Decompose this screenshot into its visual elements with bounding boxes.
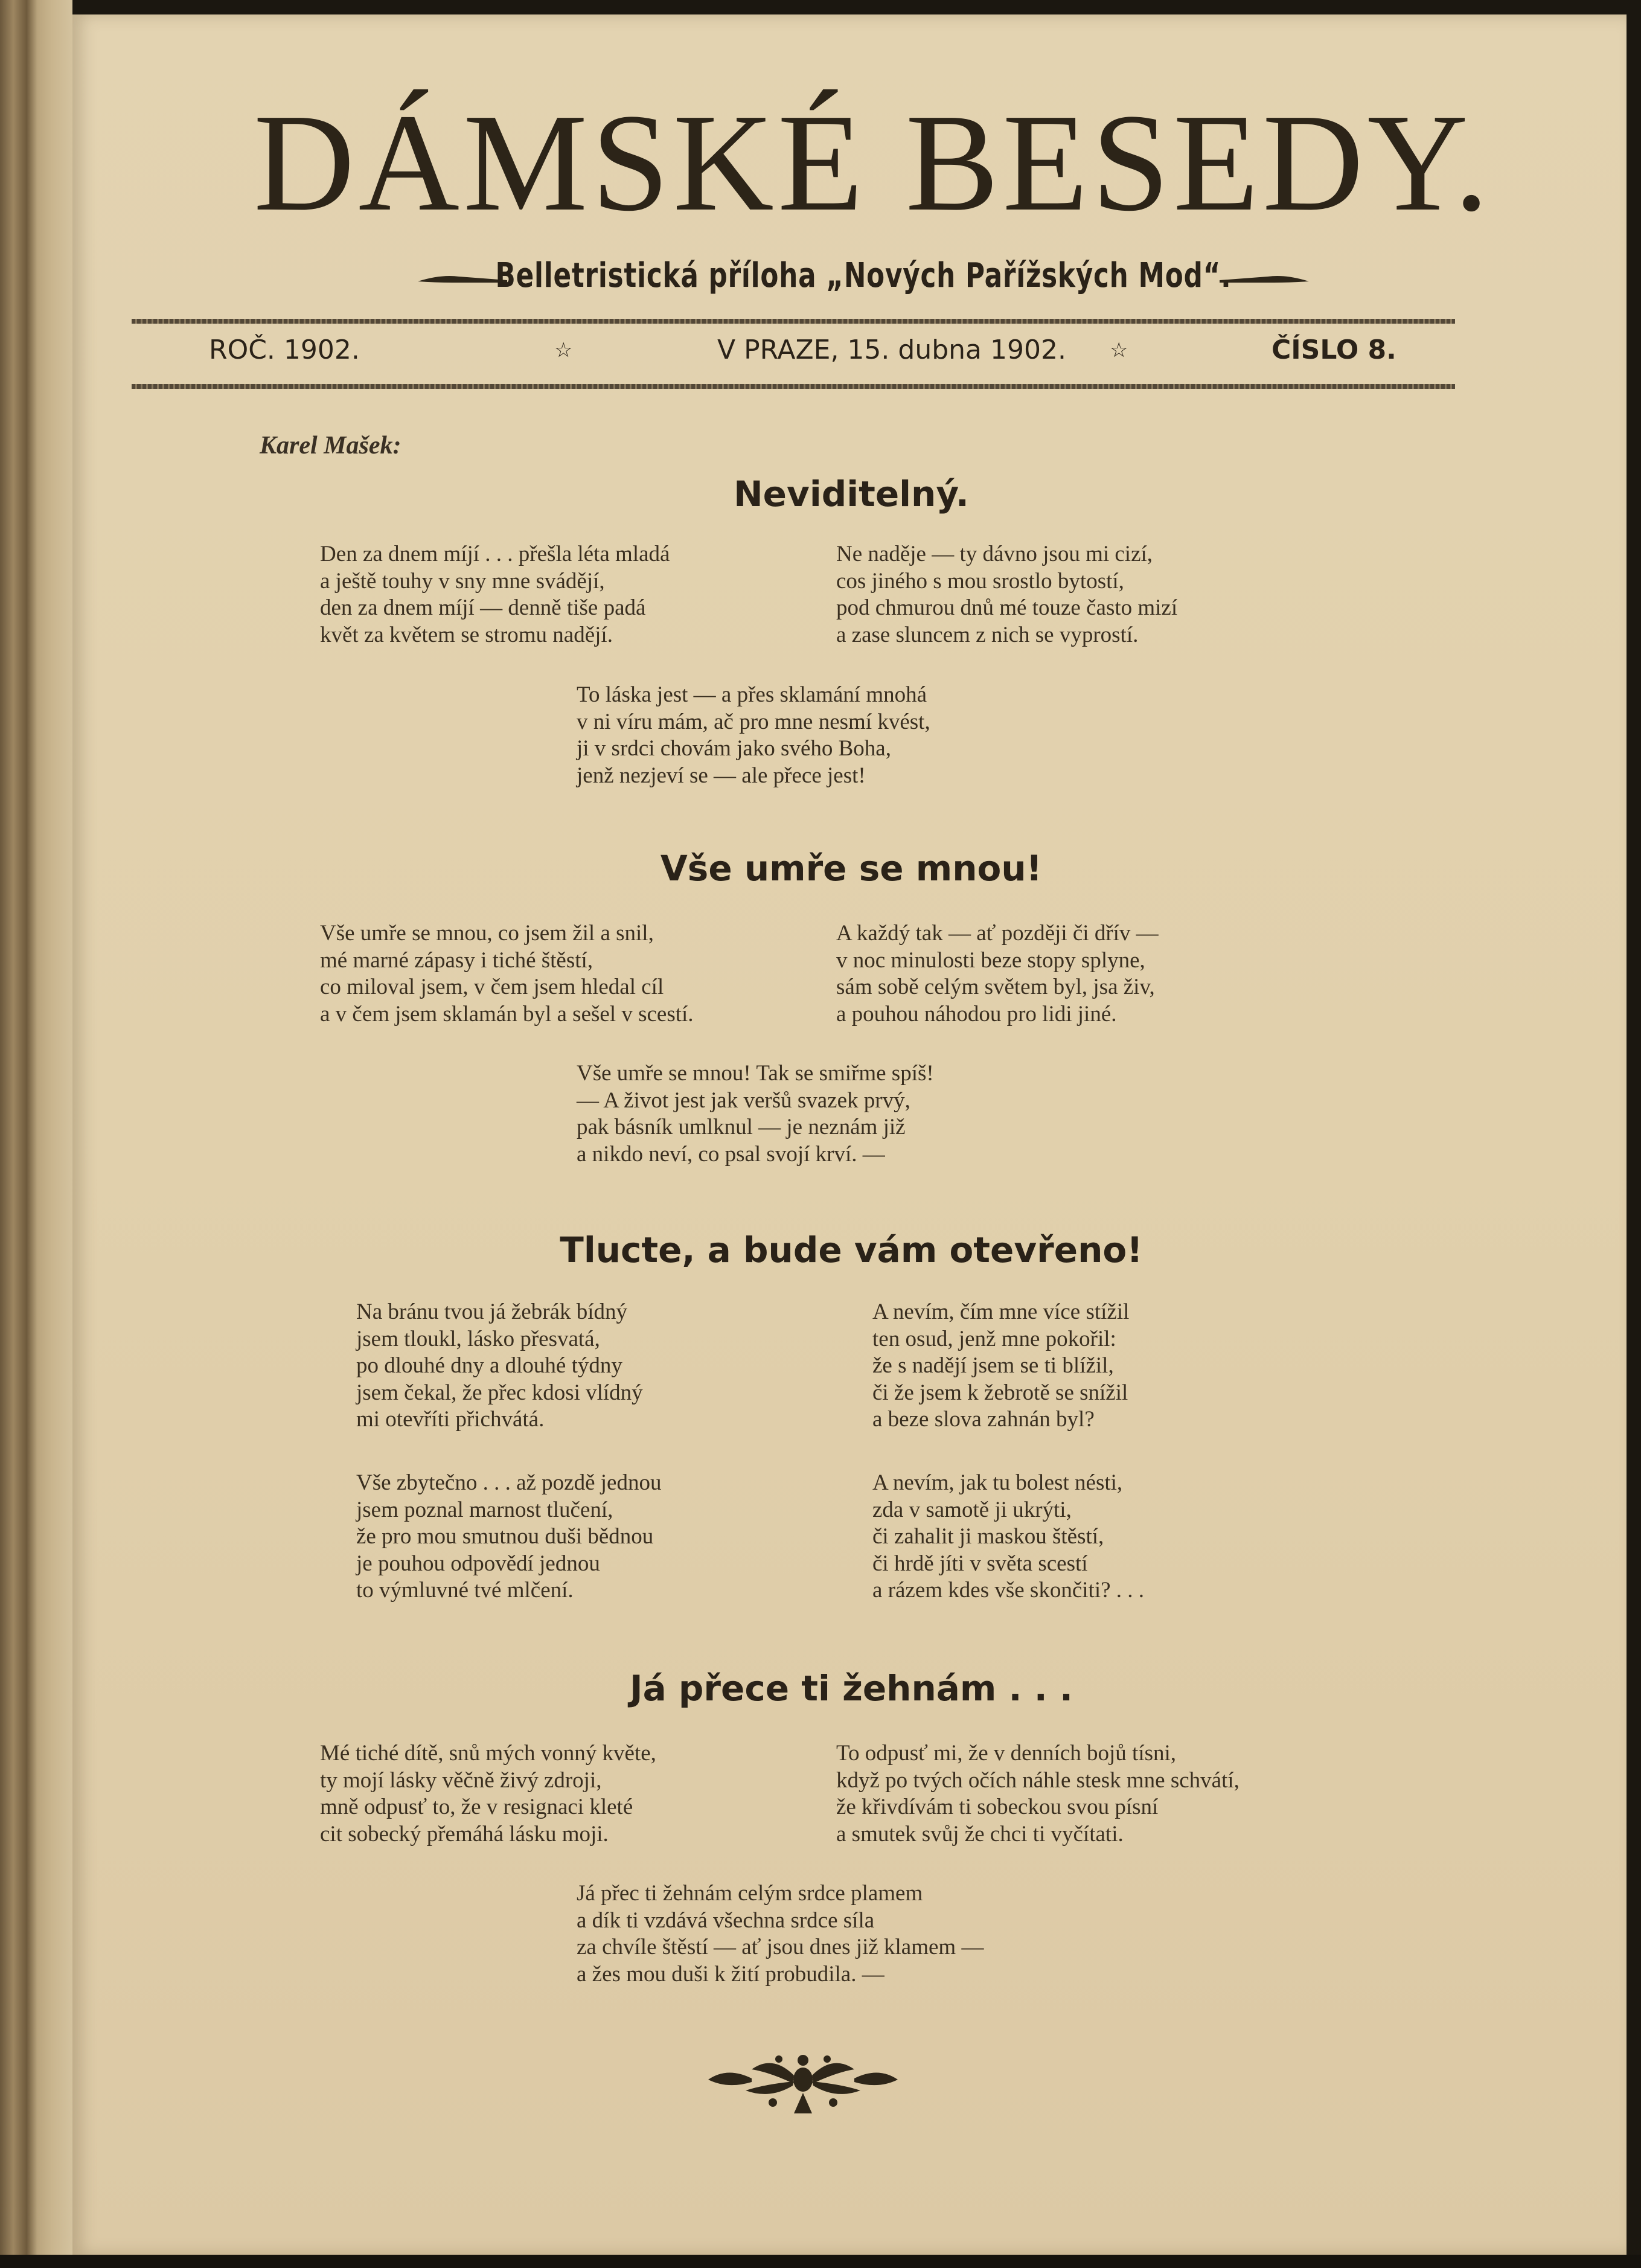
star-icon: ☆ <box>554 338 573 362</box>
rule-bottom <box>132 384 1455 389</box>
verse-line: a pouhou náhodou pro lidi jiné. <box>836 1001 1117 1027</box>
verse-line: Mé tiché dítě, snů mých vonný květe, <box>320 1741 656 1766</box>
verse-line: a rázem kdes vše skončiti? . . . <box>872 1578 1145 1603</box>
verse-line: jsem tloukl, lásko přesvatá, <box>356 1326 600 1351</box>
verse-line: pak básník umlknul — je neznám již <box>577 1115 906 1139</box>
verse-line: pod chmurou dnů mé touze často mizí <box>836 595 1178 620</box>
verse-line: a žes mou duši k žití probudila. — <box>577 1961 884 1987</box>
verse-line: Vše zbytečno . . . až pozdě jednou <box>356 1470 662 1495</box>
verse-line: květ za květem se stromu nadějí. <box>320 622 613 647</box>
poem-stanza <box>836 541 1177 649</box>
verse-line: — A život jest jak veršů svazek prvý, <box>577 1088 910 1113</box>
subtitle-row <box>350 256 1377 304</box>
magazine-page <box>72 14 1627 2255</box>
verse-line: A nevím, čím mne více stížil <box>872 1299 1130 1324</box>
poem-stanza <box>577 1060 934 1168</box>
poem-stanza <box>320 541 670 649</box>
verse-line: po dlouhé dny a dlouhé týdny <box>356 1353 622 1378</box>
verse-line: za chvíle štěstí — ať jsou dnes již klamem — <box>577 1935 984 1959</box>
poem-stanza <box>872 1470 1144 1604</box>
poem-title: Neviditelný. <box>734 473 969 514</box>
verse-line: A každý tak — ať později či dřív — <box>836 921 1159 946</box>
verse-line: Ne naděje — ty dávno jsou mi cizí, <box>836 542 1153 566</box>
verse-line: To odpusť mi, že v denních bojů tísni, <box>836 1741 1177 1766</box>
verse-line: Vše umře se mnou, co jsem žil a snil, <box>320 921 654 946</box>
verse-line: mně odpusť to, že v resignaci kleté <box>320 1795 633 1819</box>
subtitle: Belletristická příloha „Nových Pařížských Mod“. <box>495 256 1232 295</box>
verse-line: A nevím, jak tu bolest nésti, <box>872 1470 1123 1495</box>
verse-line: že s nadějí jsem se ti blížil, <box>872 1353 1114 1378</box>
verse-line: v noc minulosti beze stopy splyne, <box>836 947 1145 973</box>
poem-stanza <box>320 1740 656 1848</box>
poem-stanza <box>577 682 930 789</box>
verse-line: a ještě touhy v sny mne svádějí, <box>320 568 605 594</box>
verse-line: mi otevříti přichvátá. <box>356 1407 545 1432</box>
verse-line: co miloval jsem, v čem jsem hledal cíl <box>320 975 664 999</box>
verse-line: ten osud, jenž mne pokořil: <box>872 1326 1116 1351</box>
verse-line: či hrdě jíti v světa scestí <box>872 1551 1088 1576</box>
poem-stanza <box>356 1299 643 1434</box>
fleuron-ornament-icon <box>703 2042 903 2121</box>
verse-line: ty mojí lásky věčně živý zdroji, <box>320 1767 602 1793</box>
issue-info-bar <box>132 335 1455 371</box>
verse-line: jenž nezjeví se — ale přece jest! <box>577 763 866 788</box>
swash-right-icon <box>1220 268 1310 286</box>
verse-line: sám sobě celým světem byl, jsa živ, <box>836 975 1155 999</box>
poem-title: Vše umře se mnou! <box>660 848 1043 889</box>
scan-border-right <box>1627 0 1641 2268</box>
poem-stanza <box>356 1470 661 1604</box>
poem-stanza <box>836 1740 1240 1848</box>
verse-line: a beze slova zahnán byl? <box>872 1407 1095 1432</box>
verse-line: a dík ti vzdává všechna srdce síla <box>577 1908 875 1933</box>
verse-line: mé marné zápasy i tiché štěstí, <box>320 947 593 973</box>
verse-line: či zahalit ji maskou štěstí, <box>872 1524 1104 1549</box>
verse-line: jsem čekal, že přec kdosi vlídný <box>356 1380 643 1405</box>
verse-line: a zase sluncem z nich se vyprostí. <box>836 622 1139 647</box>
verse-line: že pro mou smutnou duši bědnou <box>356 1524 654 1549</box>
verse-line: to výmluvné tvé mlčení. <box>356 1578 574 1603</box>
verse-line: a smutek svůj že chci ti vyčítati. <box>836 1821 1124 1847</box>
verse-line: jsem poznal marnost tlučení, <box>356 1497 613 1522</box>
poem-stanza <box>836 920 1159 1028</box>
verse-line: či že jsem k žebrotě se snížil <box>872 1380 1128 1405</box>
verse-line: a v čem jsem sklamán byl a sešel v scestí. <box>320 1001 694 1027</box>
poem-stanza <box>577 1880 984 1988</box>
verse-line: den za dnem míjí — denně tiše padá <box>320 595 646 620</box>
verse-line: v ni víru mám, ač pro mne nesmí kvést, <box>577 709 930 734</box>
author-byline: Karel Mašek: <box>260 432 401 460</box>
verse-line: Já přec ti žehnám celým srdce plamem <box>577 1881 923 1906</box>
poem-stanza <box>320 920 694 1028</box>
star-icon: ☆ <box>1110 338 1128 362</box>
scan-border-top <box>0 0 1641 14</box>
verse-line: a nikdo neví, co psal svojí krví. — <box>577 1141 885 1167</box>
book-spine <box>0 0 72 2268</box>
masthead-title: DÁMSKÉ BESEDY. <box>254 85 1493 240</box>
verse-line: když po tvých očích náhle stesk mne schvátí, <box>836 1767 1240 1793</box>
verse-line: To láska jest — a přes sklamání mnohá <box>577 682 927 707</box>
verse-line: Vše umře se mnou! Tak se smiřme spíš! <box>577 1061 934 1086</box>
poem-stanza <box>872 1299 1129 1434</box>
issue-number: ČÍSLO 8. <box>1272 335 1396 365</box>
verse-line: Den za dnem míjí . . . přešla léta mladá <box>320 542 670 566</box>
volume-year: ROČ. 1902. <box>209 335 360 365</box>
verse-line: Na bránu tvou já žebrák bídný <box>356 1299 627 1324</box>
scan-border-bottom <box>0 2255 1641 2268</box>
author-name: Karel Mašek <box>260 432 393 460</box>
verse-line: ji v srdci chovám jako svého Boha, <box>577 736 891 761</box>
place-date: V PRAZE, 15. dubna 1902. <box>717 335 1066 365</box>
poem-title: Tlucte, a bude vám otevřeno! <box>560 1229 1143 1270</box>
verse-line: že křivdívám ti sobeckou svou písní <box>836 1795 1159 1819</box>
verse-line: cos jiného s mou srostlo bytostí, <box>836 568 1124 594</box>
verse-line: zda v samotě ji ukrýti, <box>872 1497 1072 1522</box>
verse-line: cit sobecký přemáhá lásku moji. <box>320 1821 609 1847</box>
rule-top <box>132 319 1455 324</box>
poem-title: Já přece ti žehnám . . . <box>629 1668 1073 1709</box>
verse-line: je pouhou odpovědí jednou <box>356 1551 600 1576</box>
